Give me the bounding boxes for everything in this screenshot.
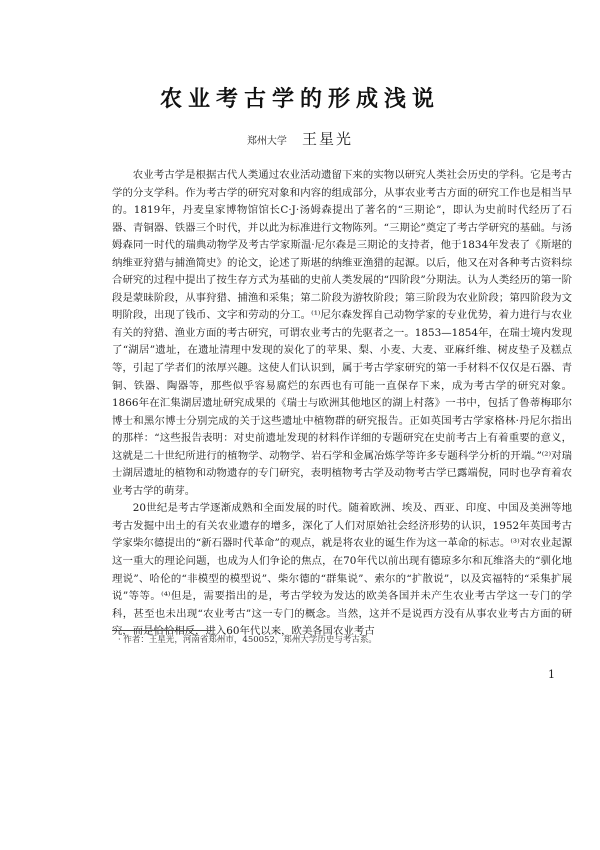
article-title: 农业考古学的形成浅说 — [159, 86, 440, 112]
author-footnote: · 作者：王星光，河南省郑州市，450052，郑州大学历史与考古系。 — [118, 635, 377, 645]
body-paragraph: 20世纪是考古学逐渐成熟和全面发展的时代。随着欧洲、埃及、西亚、印度、中国及美洲等地考古发掘中出土的有关农业遗存的增多，深化了人们对原始社会经济形势的认识，1952年英国考古学家柴尔德提出的“新石器时代革命”的观点，就是将农业的诞生作为这一革命的标志。⁽³⁾对农业起源这一重大的理论问题，也成为人们争论的焦点，在70年代以前出现有德琼多尔和瓦维洛夫的“驯化地理说”、哈伦的“非模型的模型说”、柴尔德的“群集说”、索尔的“扩散说”，以及宾福特的“采集扩展说”等等。⁽⁴⁾但是，需要指出的是，考古学较为发达的欧美各国并未产生农业考古学这一专门的学科，甚至也未出现“农业考古”这一专门的概念。当然，这并不是说西方没有从事农业考古方面的研究，而是恰恰相反，进入60年代以来，欧美各国农业考古 — [112, 502, 572, 638]
body-paragraph: 农业考古学是根据古代人类通过农业活动遗留下来的实物以研究人类社会历史的学科。它是考古学的分支学科。作为考古学的研究对象和内容的组成部分，从事农业考古方面的研究工作也是相当早的。1819年，丹麦皇家博物馆馆长C·J·汤姆森提出了著名的“三期论”，即认为史前时代经历了石器、青铜器、铁器三个时代，并以此为标准进行文物陈列。“三期论”奠定了考古学研究的基础。与汤姆森同一时代的瑞典动物学及考古学家斯温·尼尔森是三期论的支持者，他于1834年发表了《斯堪的纳维亚狩猎与捕渔简史》的论文，论述了斯堪的纳维亚渔猎的起源。以后，他又在对各种考古资料综合研究的过程中提出了按生存方式为基础的史前人类发展的“四阶段”分期法。认为人类经历的第一阶段是蒙昧阶段，从事狩猎、捕渔和采集；第二阶段为游牧阶段；第三阶段为农业阶段；第四阶段为文明阶段，出现了钱币、文字和劳动的分工。⁽¹⁾尼尔森发挥自己动物学家的专业优势，着力进行与农业有关的狩猎、渔业方面的考古研究，可谓农业考古的先驱者之一。1853—1854年，在瑞士境内发现了“湖居”遗址，在遗址清理中发现的炭化了的苹果、梨、小麦、大麦、亚麻纤维、树皮垫子及糕点等，引起了学者们的浓厚兴趣。这使人们认识到，属于考古学家研究的第一手材料不仅仅是石器、青铜、铁器、陶器等，那些似乎容易腐烂的东西也有可能一直保存下来，成为考古学的研究对象。1866年在汇集湖居遗址研究成果的《瑞士与欧洲其他地区的湖上村落》一书中，包括了鲁蒂梅耶尔博士和黑尔博士分别完成的关于这些遗址中植物群的研究报告。正如英国考古学家格林·丹尼尔指出的那样：“这些报告表明：对史前遗址发现的材料作详细的专题研究在史前考古上有着重要的意义，这就是二十世纪所进行的植物学、动物学、岩石学和金属冶炼学等许多专题科学分析的开端。”⁽²⁾对瑞士湖居遗址的植物和动物遗存的专门研究，表明植物考古学及动物考古学已露端倪，同时也孕育着农业考古学的萌芽。 — [112, 169, 572, 497]
author-name: 王星光 — [302, 130, 354, 148]
author-affiliation: 郑州大学 — [246, 136, 287, 147]
byline — [0, 128, 600, 149]
footnote-divider — [112, 630, 212, 631]
article-body — [112, 167, 572, 641]
page-number: 1 — [548, 668, 555, 681]
